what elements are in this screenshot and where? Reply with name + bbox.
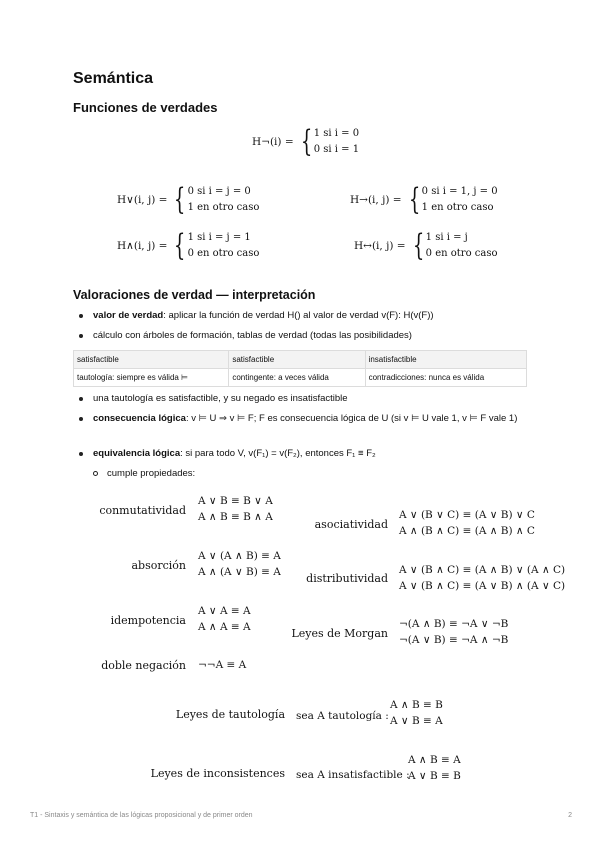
property-condition: sea A tautología : xyxy=(296,710,389,722)
term-consecuencia-logica: consecuencia lógica xyxy=(93,413,186,424)
function-and-case: 0 en otro caso xyxy=(187,248,260,259)
function-imp: H→(i, j) = { 0 si i = 1, j = 0 1 en otro caso xyxy=(350,182,498,217)
property-law: A ∨ B ≡ B ∨ A xyxy=(198,495,273,507)
function-imp-case: 1 en otro caso xyxy=(421,202,494,213)
property-law: A ∨ (A ∧ B) ≡ A xyxy=(198,550,281,562)
property-laws xyxy=(198,603,251,635)
list-item xyxy=(79,392,529,405)
property-name: conmutatividad xyxy=(99,504,186,517)
property-name: Leyes de inconsistences xyxy=(150,767,285,780)
list-item-text: cumple propiedades: xyxy=(107,468,196,479)
function-or-case: 0 si i = j = 0 xyxy=(187,186,251,197)
list-item-text: cálculo con árboles de formación, tablas de verdad (todas las posibilidades) xyxy=(93,330,412,341)
section-heading-truth-functions: Funciones de verdades xyxy=(73,100,218,115)
property-laws xyxy=(399,616,508,648)
footer-text: T1 - Sintaxis y semántica de las lógicas proposicional y de primer orden xyxy=(30,812,253,819)
property-law: A ∨ (B ∧ C) ≡ (A ∧ B) ∨ (A ∧ C) xyxy=(399,564,566,576)
list-item-text: una tautología es satisfactible, y su negado es insatisfactible xyxy=(93,393,348,404)
bullet-icon xyxy=(79,452,83,456)
term-valor-de-verdad: valor de verdad xyxy=(93,310,164,321)
list-item-text: : si para todo V, v(F₁) = v(F₂), entonces F₁ ≡ F₂ xyxy=(180,448,376,459)
property-laws xyxy=(198,657,246,673)
function-and-case: 1 si i = j = 1 xyxy=(187,232,251,243)
bullet-icon xyxy=(79,334,83,338)
property-law: A ∧ B ≡ A xyxy=(408,754,461,766)
property-law: ¬(A ∧ B) ≡ ¬A ∨ ¬B xyxy=(399,618,509,630)
property-law: A ∧ B ≡ B ∧ A xyxy=(198,511,273,523)
sub-bullet-icon xyxy=(93,471,98,476)
property-name: doble negación xyxy=(101,659,186,672)
list-item xyxy=(79,412,529,425)
function-neg-case: 1 si i = 0 xyxy=(313,128,360,139)
list-item xyxy=(79,329,529,342)
function-neg: H¬(i) = { 1 si i = 0 0 si i = 1 xyxy=(252,124,360,159)
function-iff-lhs: H↔(i, j) = xyxy=(354,240,406,252)
list-item-text: : aplicar la función de verdad H() al valor de verdad v(F): H(v(F)) xyxy=(163,310,434,321)
property-law: A ∧ A ≡ A xyxy=(198,621,251,633)
function-or-case: 1 en otro caso xyxy=(187,202,260,213)
property-name: distributividad xyxy=(306,572,388,585)
property-law: A ∧ (B ∧ C) ≡ (A ∧ B) ∧ C xyxy=(399,525,535,537)
page-title: Semántica xyxy=(73,70,154,87)
table-cell: tautología: siempre es válida ⊨ xyxy=(74,369,229,387)
property-law: ¬¬A ≡ A xyxy=(198,659,247,671)
table-cell: contingente: a veces válida xyxy=(229,369,365,387)
property-name: Leyes de Morgan xyxy=(291,627,388,640)
property-law: A ∧ (A ∨ B) ≡ A xyxy=(198,566,281,578)
bullet-icon xyxy=(79,417,83,421)
function-neg-lhs: H¬(i) = xyxy=(252,136,294,148)
table-header-cell: satisfactible xyxy=(74,351,229,369)
function-or-lhs: H∨(i, j) = xyxy=(117,194,168,206)
property-laws xyxy=(390,697,443,729)
table-cell: contradicciones: nunca es válida xyxy=(365,369,526,387)
function-iff-case: 0 en otro caso xyxy=(425,248,498,259)
list-item xyxy=(79,309,529,322)
function-neg-case: 0 si i = 1 xyxy=(313,144,360,155)
table-header-cell: insatisfactible xyxy=(365,351,526,369)
property-name: Leyes de tautología xyxy=(175,708,285,721)
satisfiability-table xyxy=(73,350,527,387)
function-and: H∧(i, j) = { 1 si i = j = 1 0 en otro caso xyxy=(117,228,260,263)
page-number: 2 xyxy=(568,812,572,819)
bullet-icon xyxy=(79,397,83,401)
property-law: A ∨ (B ∧ C) ≡ (A ∨ B) ∧ (A ∨ C) xyxy=(399,580,566,592)
sub-list-item xyxy=(93,467,523,480)
section-heading-valuations: Valoraciones de verdad — interpretación xyxy=(73,288,316,302)
list-item-text: : v ⊨ U ⇒ v ⊨ F; F es consecuencia lógica de U (si v ⊨ U vale 1, v ⊨ F vale 1) xyxy=(185,413,518,424)
function-imp-case: 0 si i = 1, j = 0 xyxy=(421,186,498,197)
property-laws xyxy=(408,752,461,784)
bullet-icon xyxy=(79,314,83,318)
property-law: A ∧ B ≡ B xyxy=(390,699,443,711)
property-name: idempotencia xyxy=(110,614,186,627)
list-item xyxy=(79,447,529,460)
property-name: asociatividad xyxy=(314,518,388,531)
property-laws xyxy=(399,562,565,594)
term-equivalencia-logica: equivalencia lógica xyxy=(93,448,181,459)
function-imp-lhs: H→(i, j) = xyxy=(350,194,402,206)
property-law: A ∨ B ≡ B xyxy=(408,770,461,782)
property-condition: sea A insatisfactible : xyxy=(296,769,410,781)
table-header-cell: satisfactible xyxy=(229,351,365,369)
property-laws xyxy=(399,507,535,539)
function-or: H∨(i, j) = { 0 si i = j = 0 1 en otro caso xyxy=(117,182,260,217)
property-law: A ∨ (B ∨ C) ≡ (A ∨ B) ∨ C xyxy=(399,509,535,521)
function-iff: H↔(i, j) = { 1 si i = j 0 en otro caso xyxy=(354,228,498,263)
property-law: ¬(A ∨ B) ≡ ¬A ∧ ¬B xyxy=(399,634,509,646)
property-law: A ∨ B ≡ A xyxy=(390,715,443,727)
function-and-lhs: H∧(i, j) = xyxy=(117,240,168,252)
function-iff-case: 1 si i = j xyxy=(425,232,468,243)
property-laws xyxy=(198,493,273,525)
property-name: absorción xyxy=(131,559,186,572)
property-laws xyxy=(198,548,281,580)
property-law: A ∨ A ≡ A xyxy=(198,605,251,617)
